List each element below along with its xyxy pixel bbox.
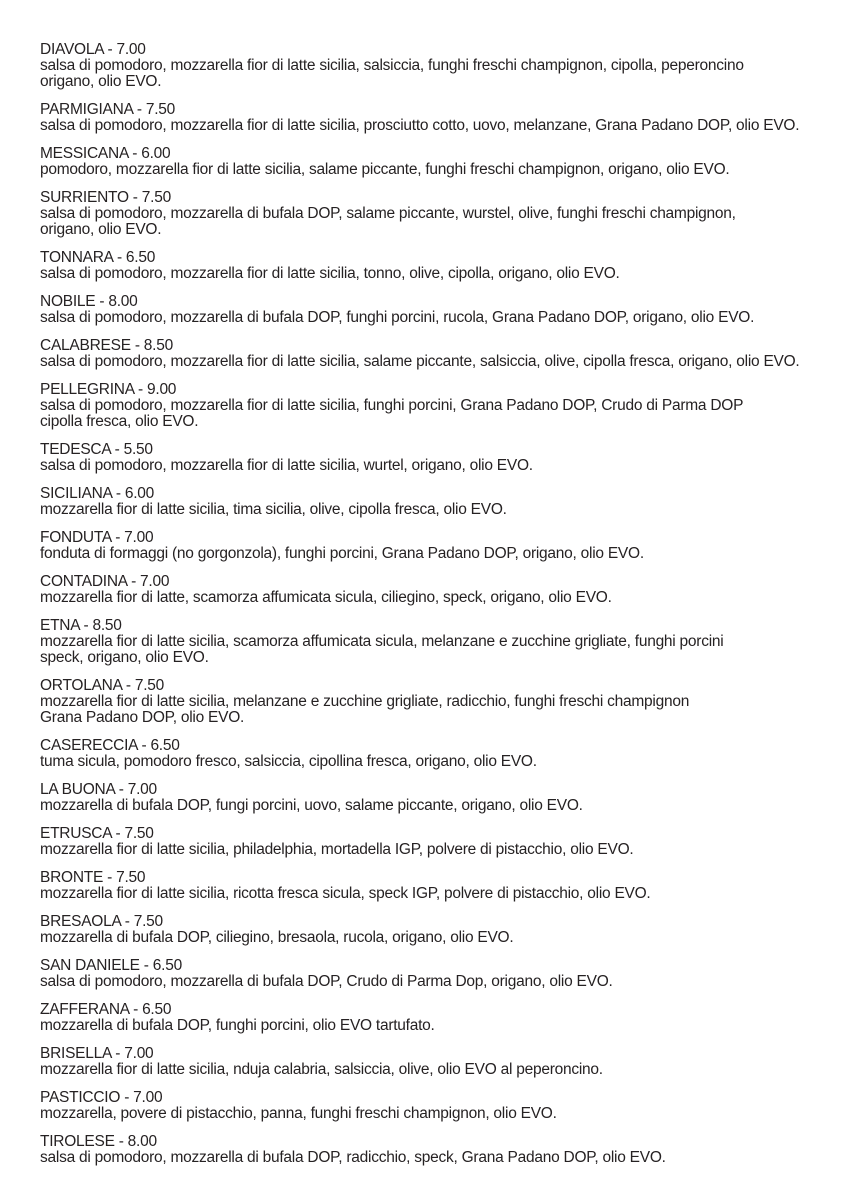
menu-item <box>40 338 818 370</box>
menu-item-name-price: LA BUONA - 7.00 <box>40 781 157 798</box>
menu-item-name-price: PELLEGRINA - 9.00 <box>40 381 177 398</box>
menu-item <box>40 102 818 134</box>
menu-item-description-line: salsa di pomodoro, mozzarella di bufala DOP, radicchio, speck, Grana Padano DOP, olio EVO. <box>40 1149 666 1166</box>
menu-item-description-line: pomodoro, mozzarella fior di latte sicilia, salame piccante, funghi freschi champignon, origano, olio EVO. <box>40 161 730 178</box>
menu-item-name-price: ETNA - 8.50 <box>40 617 122 634</box>
menu-item-name-price: ETRUSCA - 7.50 <box>40 825 154 842</box>
menu-item <box>40 1046 818 1078</box>
menu-item <box>40 250 818 282</box>
menu-item <box>40 190 818 238</box>
menu-item-description-line: mozzarella fior di latte sicilia, ricotta fresca sicula, speck IGP, polvere di pistacchio, olio EVO. <box>40 885 651 902</box>
menu-item-name-price: BRONTE - 7.50 <box>40 869 146 886</box>
menu-item <box>40 826 818 858</box>
menu-item <box>40 618 818 666</box>
menu-item-name-price: PASTICCIO - 7.00 <box>40 1089 163 1106</box>
menu-item-description-line: mozzarella di bufala DOP, ciliegino, bresaola, rucola, origano, olio EVO. <box>40 929 514 946</box>
menu-item-description-line: origano, olio EVO. <box>40 221 162 238</box>
menu-item-description-line: salsa di pomodoro, mozzarella di bufala DOP, funghi porcini, rucola, Grana Padano DOP, origano, olio EVO. <box>40 309 755 326</box>
menu-item-name-price: TONNARA - 6.50 <box>40 249 156 266</box>
menu-item-description-line: salsa di pomodoro, mozzarella fior di latte sicilia, funghi porcini, Grana Padano DOP, Crudo di Parma DOP <box>40 397 744 414</box>
menu-item-description-line: mozzarella fior di latte sicilia, scamorza affumicata sicula, melanzane e zucchine grigliate, funghi porcini <box>40 633 724 650</box>
menu-item-description-line: salsa di pomodoro, mozzarella fior di latte sicilia, prosciutto cotto, uovo, melanzane, Grana Padano DOP, olio EVO. <box>40 117 800 134</box>
menu-item <box>40 294 818 326</box>
menu-item-description-line: mozzarella fior di latte, scamorza affumicata sicula, ciliegino, speck, origano, olio EVO. <box>40 589 612 606</box>
menu-item-description-line: salsa di pomodoro, mozzarella fior di latte sicilia, wurtel, origano, olio EVO. <box>40 457 533 474</box>
menu-list <box>40 42 818 1166</box>
menu-item-name-price: SURRIENTO - 7.50 <box>40 189 171 206</box>
menu-item-description-line: salsa di pomodoro, mozzarella fior di latte sicilia, salsiccia, funghi freschi champignon, cipolla, peperoncino <box>40 57 744 74</box>
menu-item <box>40 914 818 946</box>
menu-item-description-line: mozzarella di bufala DOP, fungi porcini, uovo, salame piccante, origano, olio EVO. <box>40 797 583 814</box>
menu-item <box>40 382 818 430</box>
menu-item <box>40 1134 818 1166</box>
menu-item <box>40 1002 818 1034</box>
menu-item-name-price: ORTOLANA - 7.50 <box>40 677 165 694</box>
menu-item-description-line: fonduta di formaggi (no gorgonzola), funghi porcini, Grana Padano DOP, origano, olio EVO. <box>40 545 644 562</box>
menu-item-name-price: BRESAOLA - 7.50 <box>40 913 163 930</box>
menu-item-name-price: BRISELLA - 7.00 <box>40 1045 154 1062</box>
menu-item-description-line: mozzarella di bufala DOP, funghi porcini, olio EVO tartufato. <box>40 1017 435 1034</box>
menu-item-description-line: mozzarella fior di latte sicilia, melanzane e zucchine grigliate, radicchio, funghi freschi champignon <box>40 693 690 710</box>
menu-item-description-line: salsa di pomodoro, mozzarella fior di latte sicilia, salame piccante, salsiccia, olive, cipolla fresca, origano, olio EVO. <box>40 353 800 370</box>
menu-item-description-line: mozzarella fior di latte sicilia, philadelphia, mortadella IGP, polvere di pistacchio, olio EVO. <box>40 841 634 858</box>
menu-item-description-line: cipolla fresca, olio EVO. <box>40 413 199 430</box>
menu-item-name-price: TIROLESE - 8.00 <box>40 1133 157 1150</box>
menu-item <box>40 738 818 770</box>
menu-item-description-line: tuma sicula, pomodoro fresco, salsiccia, cipollina fresca, origano, olio EVO. <box>40 753 537 770</box>
menu-item <box>40 1090 818 1122</box>
menu-item-name-price: FONDUTA - 7.00 <box>40 529 154 546</box>
menu-item-name-price: CASERECCIA - 6.50 <box>40 737 180 754</box>
menu-item-description-line: speck, origano, olio EVO. <box>40 649 209 666</box>
menu-item-name-price: ZAFFERANA - 6.50 <box>40 1001 172 1018</box>
menu-item <box>40 146 818 178</box>
menu-item-name-price: NOBILE - 8.00 <box>40 293 138 310</box>
menu-item <box>40 486 818 518</box>
menu-item-description-line: origano, olio EVO. <box>40 73 162 90</box>
menu-item-description-line: salsa di pomodoro, mozzarella di bufala DOP, salame piccante, wurstel, olive, funghi freschi champignon, <box>40 205 736 222</box>
menu-item <box>40 678 818 726</box>
menu-item-description-line: mozzarella, povere di pistacchio, panna, funghi freschi champignon, olio EVO. <box>40 1105 557 1122</box>
menu-item <box>40 442 818 474</box>
menu-item-description-line: salsa di pomodoro, mozzarella fior di latte sicilia, tonno, olive, cipolla, origano, olio EVO. <box>40 265 620 282</box>
menu-item <box>40 530 818 562</box>
menu-item-name-price: TEDESCA - 5.50 <box>40 441 153 458</box>
menu-item-name-price: CALABRESE - 8.50 <box>40 337 173 354</box>
menu-item <box>40 870 818 902</box>
menu-item <box>40 782 818 814</box>
menu-item <box>40 958 818 990</box>
menu-item-name-price: CONTADINA - 7.00 <box>40 573 170 590</box>
menu-item-description-line: mozzarella fior di latte sicilia, nduja calabria, salsiccia, olive, olio EVO al peperoncino. <box>40 1061 603 1078</box>
menu-item-name-price: SICILIANA - 6.00 <box>40 485 155 502</box>
menu-item <box>40 574 818 606</box>
menu-item <box>40 42 818 90</box>
menu-item-name-price: SAN DANIELE - 6.50 <box>40 957 182 974</box>
menu-item-name-price: MESSICANA - 6.00 <box>40 145 171 162</box>
menu-item-name-price: DIAVOLA - 7.00 <box>40 41 146 58</box>
menu-item-description-line: salsa di pomodoro, mozzarella di bufala DOP, Crudo di Parma Dop, origano, olio EVO. <box>40 973 613 990</box>
menu-item-name-price: PARMIGIANA - 7.50 <box>40 101 176 118</box>
menu-item-description-line: Grana Padano DOP, olio EVO. <box>40 709 245 726</box>
menu-item-description-line: mozzarella fior di latte sicilia, tima sicilia, olive, cipolla fresca, olio EVO. <box>40 501 507 518</box>
